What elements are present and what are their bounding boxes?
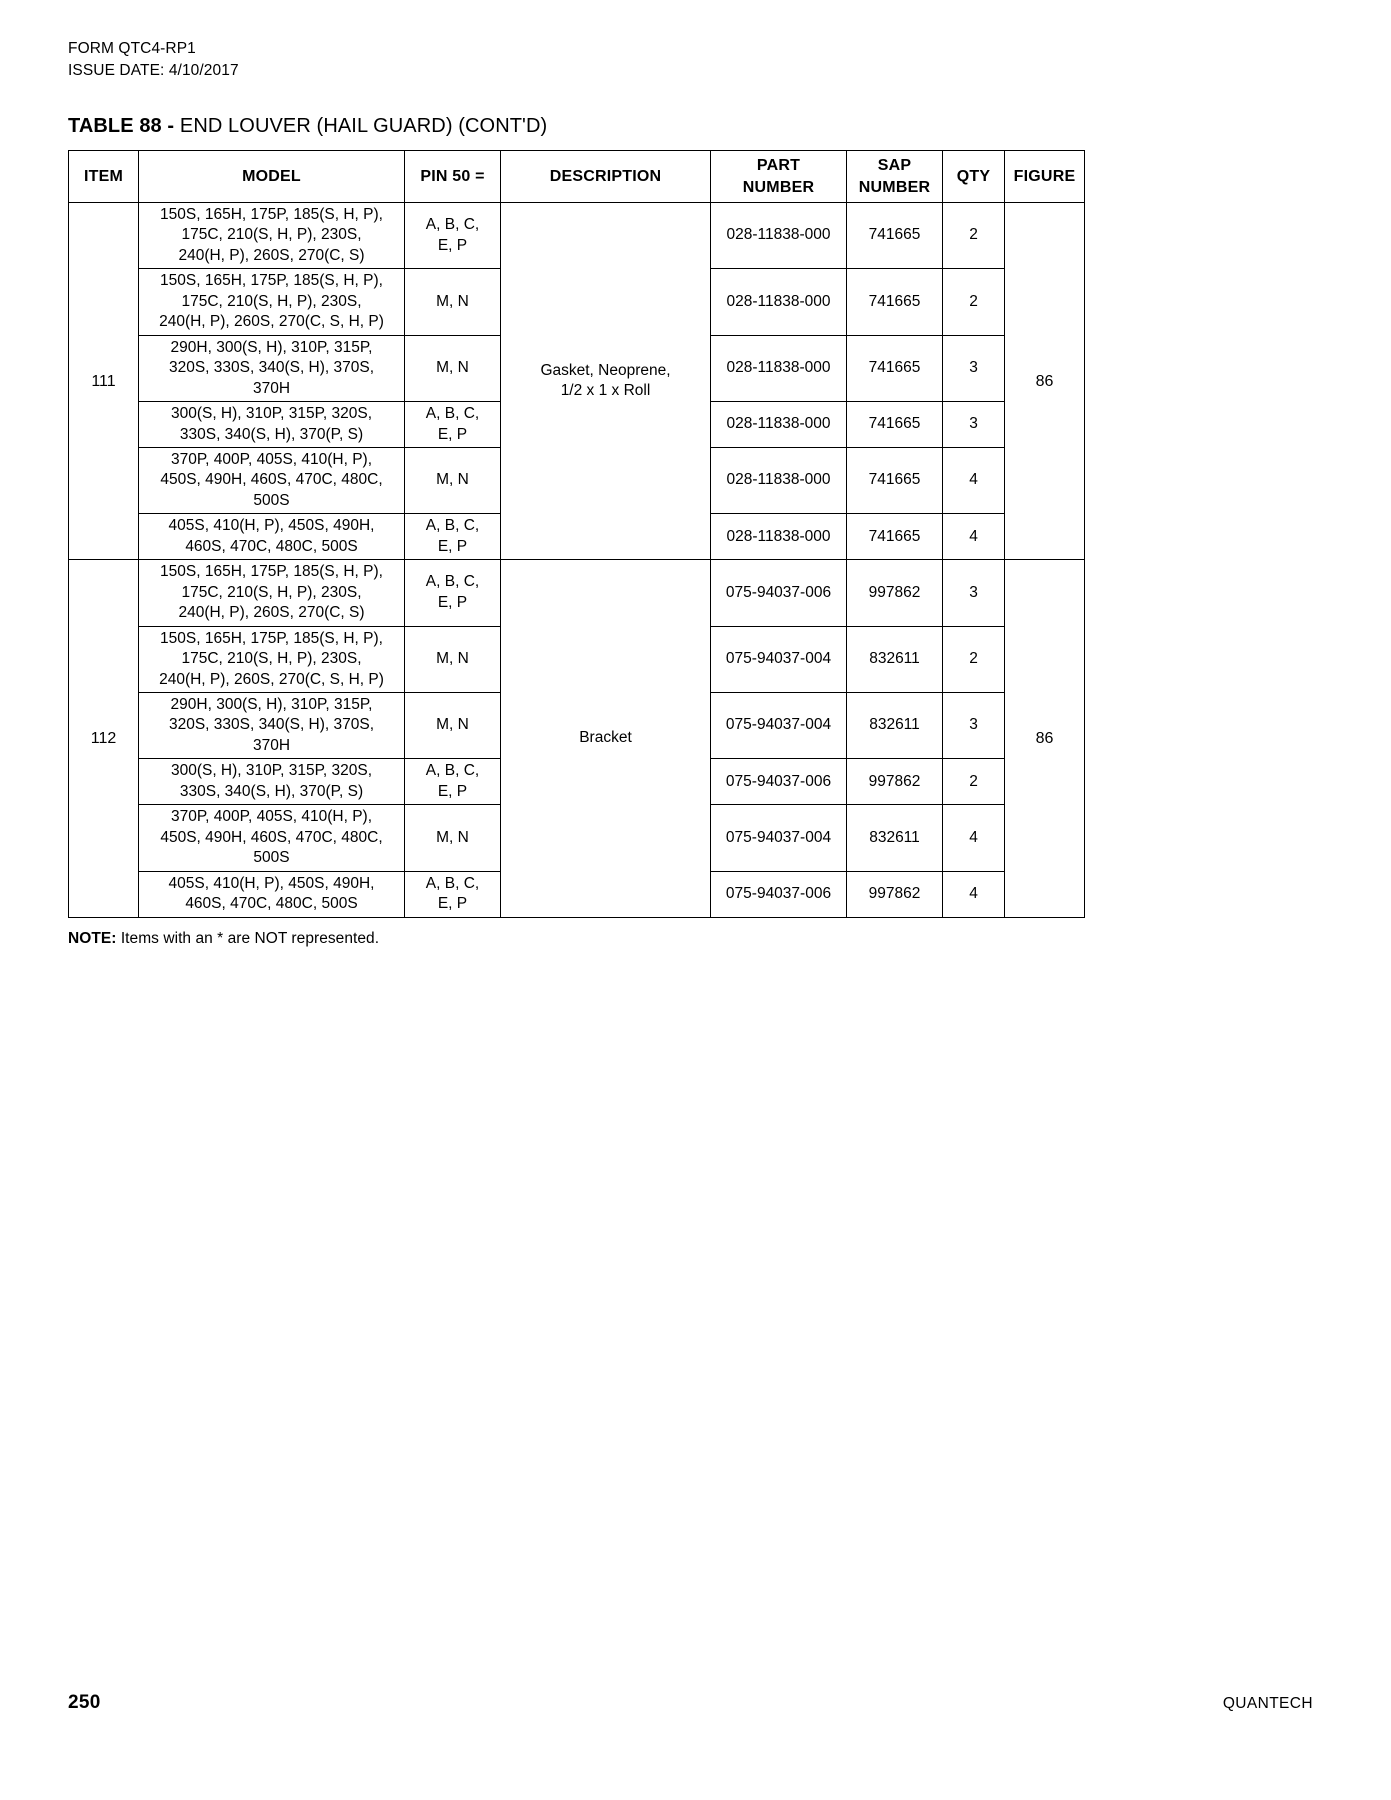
- model-line: 405S, 410(H, P), 450S, 490H,: [168, 874, 375, 892]
- column-header-part-number-line1: PART: [756, 157, 801, 175]
- model-line: 175C, 210(S, H, P), 230S,: [181, 583, 362, 601]
- pin-line: E, P: [437, 425, 468, 443]
- quantity: 3: [943, 335, 1005, 401]
- model-line: 175C, 210(S, H, P), 230S,: [181, 650, 362, 668]
- item-number: 111: [69, 203, 139, 560]
- pin-line: E, P: [437, 782, 468, 800]
- model-line: 175C, 210(S, H, P), 230S,: [181, 226, 362, 244]
- figure-number: 86: [1005, 560, 1085, 917]
- column-header-model: MODEL: [139, 151, 405, 203]
- page-number: 250: [68, 1692, 101, 1713]
- description: [501, 203, 711, 560]
- part-number: 075-94037-006: [711, 560, 847, 626]
- column-header-item: ITEM: [69, 151, 139, 203]
- quantity: 4: [943, 871, 1005, 917]
- pin-code: [405, 447, 501, 513]
- quantity: 3: [943, 560, 1005, 626]
- model-list: [139, 335, 405, 401]
- table-header: [69, 151, 1085, 203]
- sap-number: 997862: [847, 759, 943, 805]
- sap-number: 741665: [847, 402, 943, 448]
- pin-line: M, N: [436, 292, 469, 310]
- pin-line: M, N: [436, 359, 469, 377]
- quantity: 3: [943, 692, 1005, 758]
- table-row: [69, 560, 1085, 626]
- pin-code: [405, 269, 501, 335]
- sap-number: 832611: [847, 805, 943, 871]
- model-line: 300(S, H), 310P, 315P, 320S,: [170, 762, 373, 780]
- pin-line: A, B, C,: [425, 216, 480, 234]
- model-line: 405S, 410(H, P), 450S, 490H,: [168, 517, 375, 535]
- model-line: 150S, 165H, 175P, 185(S, H, P),: [160, 563, 383, 581]
- model-line: 150S, 165H, 175P, 185(S, H, P),: [160, 272, 383, 290]
- note-text: Items with an * are NOT represented.: [116, 929, 380, 947]
- sap-number: 997862: [847, 560, 943, 626]
- quantity: 3: [943, 402, 1005, 448]
- part-number: 028-11838-000: [711, 447, 847, 513]
- model-line: 370H: [252, 736, 291, 754]
- sap-number: 741665: [847, 269, 943, 335]
- model-line: 175C, 210(S, H, P), 230S,: [181, 292, 362, 310]
- model-list: [139, 692, 405, 758]
- model-line: 240(H, P), 260S, 270(C, S): [178, 246, 365, 264]
- pin-line: A, B, C,: [425, 405, 480, 423]
- model-line: 370P, 400P, 405S, 410(H, P),: [170, 450, 373, 468]
- model-list: [139, 805, 405, 871]
- sap-number: 741665: [847, 203, 943, 269]
- column-header-sap-number-line1: SAP: [877, 157, 912, 175]
- part-number: 028-11838-000: [711, 203, 847, 269]
- model-line: 460S, 470C, 480C, 500S: [185, 895, 358, 913]
- model-list: [139, 269, 405, 335]
- pin-line: E, P: [437, 537, 468, 555]
- quantity: 2: [943, 269, 1005, 335]
- pin-line: A, B, C,: [425, 517, 480, 535]
- pin-line: M, N: [436, 471, 469, 489]
- table-title-name: END LOUVER (HAIL GUARD) (CONT'D): [179, 115, 548, 137]
- model-line: 290H, 300(S, H), 310P, 315P,: [170, 338, 373, 356]
- parts-table: [68, 150, 1085, 918]
- model-list: [139, 871, 405, 917]
- model-line: 290H, 300(S, H), 310P, 315P,: [170, 695, 373, 713]
- pin-code: [405, 560, 501, 626]
- description-line: 1/2 x 1 x Roll: [560, 382, 651, 400]
- model-line: 450S, 490H, 460S, 470C, 480C,: [160, 471, 383, 489]
- figure-number: 86: [1005, 203, 1085, 560]
- column-header-pin: PIN 50 =: [405, 151, 501, 203]
- page-footer: [68, 1692, 1313, 1714]
- pin-code: [405, 335, 501, 401]
- pin-line: M, N: [436, 828, 469, 846]
- pin-line: E, P: [437, 895, 468, 913]
- model-line: 150S, 165H, 175P, 185(S, H, P),: [160, 629, 383, 647]
- part-number: 075-94037-004: [711, 626, 847, 692]
- model-list: [139, 447, 405, 513]
- sap-number: 741665: [847, 335, 943, 401]
- description: [501, 560, 711, 917]
- model-line: 500S: [253, 849, 290, 867]
- description-line: Bracket: [579, 729, 632, 747]
- column-header-qty: QTY: [943, 151, 1005, 203]
- column-header-description: DESCRIPTION: [501, 151, 711, 203]
- table-title-label: TABLE 88 -: [68, 115, 175, 137]
- pin-code: [405, 402, 501, 448]
- description-line: Gasket, Neoprene,: [540, 361, 671, 379]
- pin-line: M, N: [436, 650, 469, 668]
- pin-code: [405, 871, 501, 917]
- model-list: [139, 402, 405, 448]
- model-list: [139, 203, 405, 269]
- table-body: [69, 203, 1085, 918]
- quantity: 2: [943, 759, 1005, 805]
- pin-code: [405, 626, 501, 692]
- model-list: [139, 759, 405, 805]
- column-header-figure: FIGURE: [1005, 151, 1085, 203]
- part-number: 028-11838-000: [711, 402, 847, 448]
- model-line: 330S, 340(S, H), 370(P, S): [179, 782, 364, 800]
- sap-number: 741665: [847, 447, 943, 513]
- column-header-sap-number-line2: NUMBER: [858, 178, 931, 196]
- model-line: 370H: [252, 379, 291, 397]
- model-list: [139, 514, 405, 560]
- pin-line: E, P: [437, 593, 468, 611]
- model-line: 320S, 330S, 340(S, H), 370S,: [168, 359, 375, 377]
- footer-brand: QUANTECH: [1222, 1695, 1313, 1712]
- model-line: 500S: [253, 491, 290, 509]
- part-number: 075-94037-004: [711, 692, 847, 758]
- pin-line: A, B, C,: [425, 874, 480, 892]
- document-header: [68, 38, 1313, 82]
- quantity: 4: [943, 447, 1005, 513]
- quantity: 4: [943, 805, 1005, 871]
- column-header-sap-number: [847, 151, 943, 203]
- pin-code: [405, 203, 501, 269]
- sap-number: 741665: [847, 514, 943, 560]
- part-number: 028-11838-000: [711, 269, 847, 335]
- model-line: 240(H, P), 260S, 270(C, S, H, P): [159, 670, 384, 688]
- pin-line: M, N: [436, 716, 469, 734]
- note-label: NOTE:: [68, 929, 117, 947]
- model-line: 370P, 400P, 405S, 410(H, P),: [170, 808, 373, 826]
- note: [68, 930, 1313, 948]
- table-title: [68, 115, 1313, 138]
- model-line: 450S, 490H, 460S, 470C, 480C,: [160, 828, 383, 846]
- item-number: 112: [69, 560, 139, 917]
- pin-code: [405, 514, 501, 560]
- quantity: 2: [943, 626, 1005, 692]
- model-line: 240(H, P), 260S, 270(C, S): [178, 604, 365, 622]
- part-number: 075-94037-006: [711, 871, 847, 917]
- model-list: [139, 626, 405, 692]
- pin-line: A, B, C,: [425, 573, 480, 591]
- pin-code: [405, 805, 501, 871]
- model-line: 460S, 470C, 480C, 500S: [185, 537, 358, 555]
- sap-number: 997862: [847, 871, 943, 917]
- model-line: 300(S, H), 310P, 315P, 320S,: [170, 405, 373, 423]
- table-row: [69, 203, 1085, 269]
- pin-line: E, P: [437, 236, 468, 254]
- model-line: 150S, 165H, 175P, 185(S, H, P),: [160, 206, 383, 223]
- pin-code: [405, 692, 501, 758]
- column-header-part-number-line2: NUMBER: [742, 178, 815, 196]
- part-number: 075-94037-006: [711, 759, 847, 805]
- model-line: 240(H, P), 260S, 270(C, S, H, P): [159, 313, 384, 331]
- pin-line: A, B, C,: [425, 762, 480, 780]
- quantity: 2: [943, 203, 1005, 269]
- pin-code: [405, 759, 501, 805]
- part-number: 028-11838-000: [711, 335, 847, 401]
- model-list: [139, 560, 405, 626]
- issue-date: ISSUE DATE: 4/10/2017: [68, 62, 239, 79]
- table-header-row: [69, 151, 1085, 203]
- form-number: FORM QTC4-RP1: [68, 40, 196, 57]
- column-header-part-number: [711, 151, 847, 203]
- part-number: 075-94037-004: [711, 805, 847, 871]
- part-number: 028-11838-000: [711, 514, 847, 560]
- sap-number: 832611: [847, 626, 943, 692]
- model-line: 320S, 330S, 340(S, H), 370S,: [168, 716, 375, 734]
- model-line: 330S, 340(S, H), 370(P, S): [179, 425, 364, 443]
- sap-number: 832611: [847, 692, 943, 758]
- quantity: 4: [943, 514, 1005, 560]
